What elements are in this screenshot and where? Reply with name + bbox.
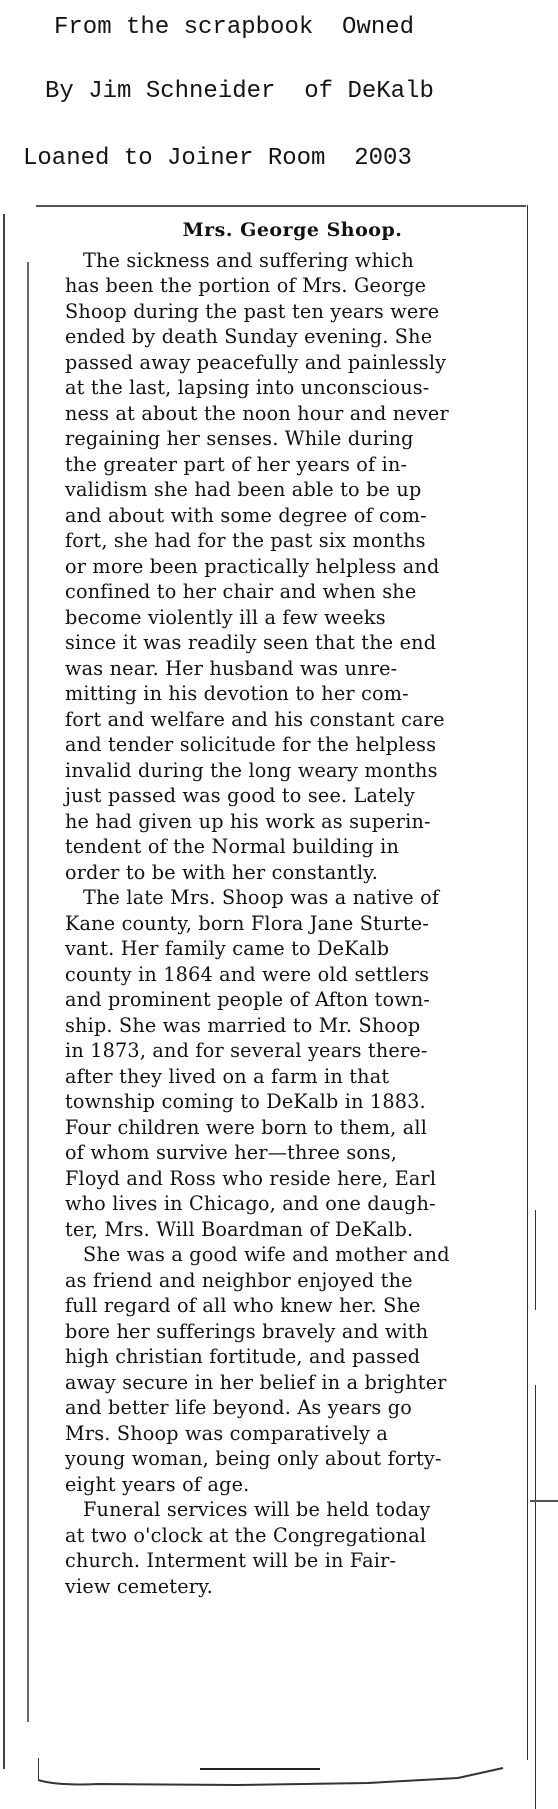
article-line: ter, Mrs. Will Boardman of DeKalb. [65,1217,414,1241]
article-line: vant. Her family came to DeKalb [65,937,390,960]
article-line: church. Interment will be in Fair- [65,1549,397,1572]
article-line: The sickness and suffering which [83,248,414,272]
article-line: and tender solicitude for the helpless [65,733,437,756]
article-line: regaining her senses. While during [65,427,414,450]
scrapbook-note-line-2: By Jim Schneider of DeKalb [45,78,434,105]
article-line: validism she had been able to be up [65,478,422,501]
article-line: passed away peacefully and painlessly [65,350,447,374]
article-line: Floyd and Ross who reside here, Earl [65,1166,437,1190]
article-line: fort, she had for the past six months [65,529,426,552]
article-line: ness at about the noon hour and never [65,401,449,425]
clipping-edge-inner [27,262,29,1722]
adjacent-column-rule [530,1500,558,1502]
obituary-article [65,218,520,1599]
article-line: township coming to DeKalb in 1883. [65,1090,426,1113]
article-line: invalid during the long weary months [65,758,438,782]
article-line: order to be with her constantly. [65,860,379,884]
article-paragraph [65,248,520,886]
article-line: at the last, lapsing into unconscious- [65,376,430,399]
article-line: Funeral services will be held today [83,1498,431,1521]
article-line: just passed was good to see. Lately [65,784,416,807]
clipping-edge-left [3,214,5,1769]
article-title: Mrs. George Shoop. [182,219,403,241]
article-line: and prominent people of Afton town- [65,988,431,1011]
article-line: She was a good wife and mother and [83,1243,450,1266]
adjacent-column-edge-lower [535,1385,558,1809]
article-line: ship. She was married to Mr. Shoop [65,1013,421,1037]
article-line: mitting in his devotion to her com- [65,682,409,705]
article-paragraph [65,1497,520,1599]
article-line: county in 1864 and were old settlers [65,962,430,986]
article-line: ended by death Sunday evening. She [65,325,433,348]
article-line: since it was readily seen that the end [65,631,437,654]
torn-bottom-edge [38,1758,508,1788]
article-line: at two o'clock at the Congregational [65,1523,427,1547]
article-line: confined to her chair and when she [65,580,417,603]
article-line: was near. Her husband was unre- [65,656,398,680]
article-line: away secure in her belief in a brighter [65,1370,447,1394]
article-line: high christian fortitude, and passed [65,1345,421,1368]
article-paragraph [65,1242,520,1497]
article-line: fort and welfare and his constant care [65,707,445,731]
scrapbook-note-line-3: Loaned to Joiner Room 2003 [23,145,412,172]
article-line: Mrs. Shoop was comparatively a [65,1421,389,1445]
article-line: or more been practically helpless and [65,554,440,578]
article-line: bore her sufferings bravely and with [65,1319,429,1343]
article-line: who lives in Chicago, and one daugh- [65,1192,436,1215]
article-line: view cemetery. [65,1574,213,1598]
article-line: tendent of the Normal building in [65,835,400,858]
article-line: become violently ill a few weeks [65,605,386,629]
clipping-top-edge [36,205,526,207]
article-line: full regard of all who knew her. She [65,1294,421,1317]
article-line: Shoop during the past ten years were [65,299,440,323]
article-line: has been the portion of Mrs. George [65,274,427,297]
article-line: in 1873, and for several years there- [65,1039,428,1062]
article-line: he had given up his work as superin- [65,809,431,833]
article-line: and about with some degree of com- [65,503,427,527]
article-line: the greater part of her years of in- [65,452,408,476]
article-line: eight years of age. [65,1472,250,1496]
article-body [65,248,520,1600]
article-paragraph [65,885,520,1242]
article-line: of whom survive her—three sons, [65,1141,398,1164]
article-line: Four children were born to them, all [65,1115,428,1139]
article-line: and better life beyond. As years go [65,1396,412,1419]
article-line: as friend and neighbor enjoyed the [65,1268,413,1292]
article-line: The late Mrs. Shoop was a native of [83,886,440,909]
article-line: Kane county, born Flora Jane Sturte- [65,911,430,935]
adjacent-column-edge [535,1210,558,1310]
scrapbook-note-line-1: From the scrapbook Owned [54,14,415,41]
article-line: after they lived on a farm in that [65,1064,390,1088]
article-line: young woman, being only about forty- [65,1447,442,1470]
